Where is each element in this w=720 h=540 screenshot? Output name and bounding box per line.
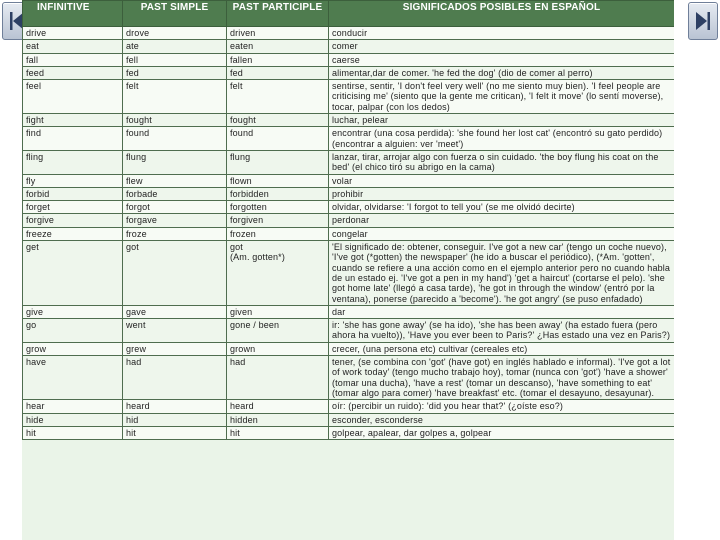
past-participle-cell: forgiven <box>227 214 329 227</box>
infinitive-cell: find <box>23 127 123 151</box>
past-participle-cell: heard <box>227 400 329 413</box>
past-simple-cell: fed <box>123 66 227 79</box>
table-row <box>23 400 675 413</box>
infinitive-cell: have <box>23 356 123 400</box>
table-row <box>23 114 675 127</box>
last-slide-button[interactable] <box>688 2 718 40</box>
infinitive-cell: fight <box>23 114 123 127</box>
meaning-cell: conducir <box>329 27 675 40</box>
meaning-cell: encontrar (una cosa perdida): 'she found her lost cat' (encontró su gato perdido) (encontrar a alguien: ver 'meet') <box>329 127 675 151</box>
infinitive-cell: give <box>23 305 123 318</box>
past-simple-cell: gave <box>123 305 227 318</box>
past-simple-cell: fought <box>123 114 227 127</box>
past-participle-cell: flown <box>227 174 329 187</box>
past-participle-cell: eaten <box>227 40 329 53</box>
past-simple-cell: hid <box>123 413 227 426</box>
infinitive-cell: freeze <box>23 227 123 240</box>
irregular-verbs-table <box>22 0 674 440</box>
infinitive-cell: feed <box>23 66 123 79</box>
header-meanings: SIGNIFICADOS POSIBLES EN ESPAÑOL <box>329 1 675 27</box>
past-simple-cell: forgot <box>123 201 227 214</box>
past-participle-cell: felt <box>227 80 329 114</box>
meaning-cell: alimentar,dar de comer. 'he fed the dog' (dio de comer al perro) <box>329 66 675 79</box>
past-simple-cell: drove <box>123 27 227 40</box>
infinitive-cell: fly <box>23 174 123 187</box>
meaning-cell: dar <box>329 305 675 318</box>
table-row <box>23 66 675 79</box>
past-participle-cell: flung <box>227 150 329 174</box>
verb-table-container <box>22 0 674 540</box>
past-participle-cell: forbidden <box>227 187 329 200</box>
past-simple-cell: grew <box>123 342 227 355</box>
past-simple-cell: forgave <box>123 214 227 227</box>
infinitive-cell: feel <box>23 80 123 114</box>
past-participle-cell: grown <box>227 342 329 355</box>
table-row <box>23 150 675 174</box>
table-row <box>23 53 675 66</box>
infinitive-cell: forbid <box>23 187 123 200</box>
table-row <box>23 342 675 355</box>
header-past-participle: PAST PARTICIPLE <box>227 1 329 27</box>
table-row <box>23 27 675 40</box>
past-simple-cell: had <box>123 356 227 400</box>
table-row <box>23 413 675 426</box>
infinitive-cell: fling <box>23 150 123 174</box>
past-participle-cell: had <box>227 356 329 400</box>
infinitive-cell: forgive <box>23 214 123 227</box>
meaning-cell: esconder, esconderse <box>329 413 675 426</box>
infinitive-cell: fall <box>23 53 123 66</box>
table-row <box>23 127 675 151</box>
past-simple-cell: heard <box>123 400 227 413</box>
past-simple-cell: fell <box>123 53 227 66</box>
meaning-cell: crecer, (una persona etc) cultivar (cereales etc) <box>329 342 675 355</box>
past-participle-cell: frozen <box>227 227 329 240</box>
meaning-cell: comer <box>329 40 675 53</box>
meaning-cell: volar <box>329 174 675 187</box>
table-row <box>23 80 675 114</box>
past-participle-cell: given <box>227 305 329 318</box>
past-simple-cell: got <box>123 241 227 306</box>
table-row <box>23 214 675 227</box>
past-simple-cell: flew <box>123 174 227 187</box>
table-row <box>23 201 675 214</box>
meaning-cell: 'El significado de: obtener, conseguir. I've got a new car' (tengo un coche nuevo), 'I've got (*gotten) the newspaper' (he ido a buscar el periódico), (*Am. 'gotten', cuando se refiere a una acción como en el ejemplo anterior pero no cuando habla de un estado ej. 'I've got a pen in my hand') 'get a haircut' (cortarse el pelo). 'she got home late' (llegó a casa tarde), 'he got in through the window' (entró por la ventana), ponerse (parecido a 'become'). 'he got angry' (se puso enfadado) <box>329 241 675 306</box>
past-participle-cell: fought <box>227 114 329 127</box>
table-row <box>23 187 675 200</box>
table-row <box>23 227 675 240</box>
meaning-cell: oír: (percibir un ruido): 'did you hear that?' (¿oíste eso?) <box>329 400 675 413</box>
header-past-simple: PAST SIMPLE <box>123 1 227 27</box>
meaning-cell: perdonar <box>329 214 675 227</box>
table-row <box>23 174 675 187</box>
table-row <box>23 40 675 53</box>
meaning-cell: golpear, apalear, dar golpes a, golpear <box>329 426 675 439</box>
infinitive-cell: hit <box>23 426 123 439</box>
header-infinitive: INFINITIVE <box>23 1 123 27</box>
skip-to-end-icon <box>689 3 717 39</box>
infinitive-cell: grow <box>23 342 123 355</box>
past-participle-cell: driven <box>227 27 329 40</box>
meaning-cell: luchar, pelear <box>329 114 675 127</box>
past-participle-cell: gone / been <box>227 319 329 343</box>
past-simple-cell: froze <box>123 227 227 240</box>
infinitive-cell: hide <box>23 413 123 426</box>
past-simple-cell: went <box>123 319 227 343</box>
past-simple-cell: flung <box>123 150 227 174</box>
infinitive-cell: get <box>23 241 123 306</box>
table-header-row <box>23 1 675 27</box>
table-row <box>23 426 675 439</box>
past-simple-cell: found <box>123 127 227 151</box>
past-simple-cell: forbade <box>123 187 227 200</box>
infinitive-cell: hear <box>23 400 123 413</box>
meaning-cell: caerse <box>329 53 675 66</box>
table-row <box>23 241 675 306</box>
meaning-cell: ir: 'she has gone away' (se ha ido), 'she has been away' (ha estado fuera (pero ahora ha vuelto)), 'Have you ever been to Paris?' ¿Has estado una vez en Paris?) <box>329 319 675 343</box>
past-participle-cell: fed <box>227 66 329 79</box>
infinitive-cell: go <box>23 319 123 343</box>
meaning-cell: olvidar, olvidarse: 'I forgot to tell you' (se me olvidó decirte) <box>329 201 675 214</box>
past-participle-cell: hit <box>227 426 329 439</box>
past-participle-cell: found <box>227 127 329 151</box>
meaning-cell: congelar <box>329 227 675 240</box>
table-row <box>23 305 675 318</box>
past-simple-cell: ate <box>123 40 227 53</box>
table-row <box>23 319 675 343</box>
past-simple-cell: felt <box>123 80 227 114</box>
meaning-cell: sentirse, sentir, 'I don't feel very well' (no me siento muy bien). 'I feel people are criticising me' (siento que la gente me critican), 'I felt it move' (lo sentí moverse), tocar, palpar (con los dedos) <box>329 80 675 114</box>
meaning-cell: prohibir <box>329 187 675 200</box>
past-participle-cell: hidden <box>227 413 329 426</box>
meaning-cell: tener, (se combina con 'got' (have got) en inglés hablado e informal). 'I've got a lot of work today' (tengo mucho trabajo hoy), tomar (nunca con 'got') 'have a shower' (tomar una ducha), 'have a rest' (tomar un descanso), 'have something to eat' (tomar algo para comer) 'have breakfast' etc. (tomar el desayuno, desayunar). <box>329 356 675 400</box>
infinitive-cell: drive <box>23 27 123 40</box>
past-participle-cell: got (Am. gotten*) <box>227 241 329 306</box>
past-simple-cell: hit <box>123 426 227 439</box>
meaning-cell: lanzar, tirar, arrojar algo con fuerza o sin cuidado. 'the boy flung his coat on the bed' (el chico tiró su abrigo en la cama) <box>329 150 675 174</box>
infinitive-cell: eat <box>23 40 123 53</box>
past-participle-cell: fallen <box>227 53 329 66</box>
past-participle-cell: forgotten <box>227 201 329 214</box>
table-row <box>23 356 675 400</box>
infinitive-cell: forget <box>23 201 123 214</box>
